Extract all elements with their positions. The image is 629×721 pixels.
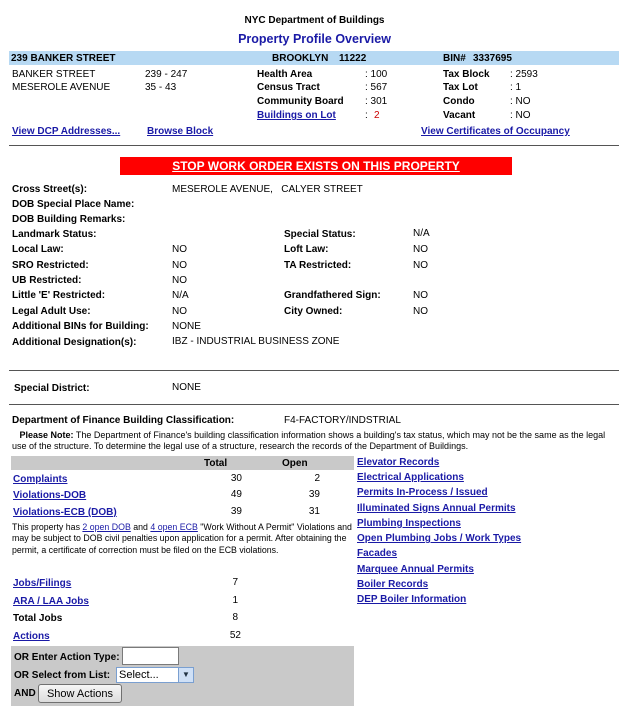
buildings-on-lot-value: 2 xyxy=(374,110,380,121)
vacant-label: Vacant xyxy=(443,110,476,121)
plumbing-inspections-link[interactable]: Plumbing Inspections xyxy=(357,518,461,529)
address-street: BANKER STREET xyxy=(12,69,96,80)
buildings-on-lot-colon: : xyxy=(365,110,368,121)
view-certificates-link[interactable]: View Certificates of Occupancy xyxy=(421,126,570,137)
elevator-records-link[interactable]: Elevator Records xyxy=(357,457,440,468)
total-jobs-label: Total Jobs xyxy=(13,613,63,624)
sro-label: SRO Restricted: xyxy=(12,260,89,271)
ara-laa-total: 1 xyxy=(232,595,238,606)
dep-boiler-link[interactable]: DEP Boiler Information xyxy=(357,594,467,605)
dof-note-label: Please Note: xyxy=(19,430,74,440)
violations-dob-link[interactable]: Violations-DOB xyxy=(13,490,87,501)
tax-lot-label: Tax Lot xyxy=(443,82,478,93)
building-remarks-label: DOB Building Remarks: xyxy=(12,214,126,225)
loft-law-value: NO xyxy=(413,244,428,255)
census-tract-value: : 567 xyxy=(365,82,388,93)
open-dob-link[interactable]: 2 open DOB xyxy=(82,522,131,532)
violations-ecb-open: 31 xyxy=(308,506,320,517)
dof-note xyxy=(12,430,622,453)
jobs-filings-link[interactable]: Jobs/Filings xyxy=(13,578,72,589)
and-label: AND xyxy=(14,688,36,699)
marquee-permits-link[interactable]: Marquee Annual Permits xyxy=(357,564,474,575)
col-total-header: Total xyxy=(204,458,228,469)
special-status-value: N/A xyxy=(413,228,430,239)
health-area-label: Health Area xyxy=(257,69,313,80)
address-bar-borough: BROOKLYN xyxy=(272,53,329,64)
tax-lot-value: : 1 xyxy=(510,82,522,93)
community-board-label: Community Board xyxy=(257,96,344,107)
electrical-applications-link[interactable]: Electrical Applications xyxy=(357,472,464,483)
boiler-records-link[interactable]: Boiler Records xyxy=(357,579,429,590)
landmark-status-label: Landmark Status: xyxy=(12,229,97,240)
browse-block-link[interactable]: Browse Block xyxy=(147,126,214,137)
dof-classification-value: F4-FACTORY/INDSTRIAL xyxy=(284,415,401,426)
additional-bins-value: NONE xyxy=(172,321,201,332)
violations-dob-total: 49 xyxy=(230,489,242,500)
tax-block-label: Tax Block xyxy=(443,69,490,80)
agency-name: NYC Department of Buildings xyxy=(244,15,385,26)
loft-law-label: Loft Law: xyxy=(284,244,329,255)
actions-total: 52 xyxy=(229,630,241,641)
little-e-label: Little 'E' Restricted: xyxy=(12,290,106,301)
sro-value: NO xyxy=(172,260,187,271)
divider xyxy=(9,370,619,371)
wwp-text: This property has xyxy=(12,522,83,532)
address-range: 239 - 247 xyxy=(145,69,188,80)
violations-dob-open: 39 xyxy=(308,489,320,500)
action-type-select-value: Select... xyxy=(119,669,159,681)
census-tract-label: Census Tract xyxy=(257,82,320,93)
wwp-notice xyxy=(12,522,355,556)
grandfathered-label: Grandfathered Sign: xyxy=(284,290,381,301)
total-jobs-value: 8 xyxy=(232,612,238,623)
enter-action-label: OR Enter Action Type: xyxy=(14,652,120,663)
vacant-value: : NO xyxy=(510,110,531,121)
address-bar-address: 239 BANKER STREET xyxy=(11,53,116,64)
stop-work-order-banner[interactable]: STOP WORK ORDER EXISTS ON THIS PROPERTY xyxy=(120,157,512,175)
actions-link[interactable]: Actions xyxy=(13,631,50,642)
violations-ecb-total: 39 xyxy=(230,506,242,517)
ub-value: NO xyxy=(172,275,187,286)
buildings-on-lot-link[interactable]: Buildings on Lot xyxy=(257,110,336,121)
permits-in-process-link[interactable]: Permits In-Process / Issued xyxy=(357,487,488,498)
city-owned-label: City Owned: xyxy=(284,306,343,317)
address-bar-bin: 3337695 xyxy=(473,53,512,64)
dof-classification-label: Department of Finance Building Classification: xyxy=(12,415,235,426)
special-status-label: Special Status: xyxy=(284,229,356,240)
violations-ecb-link[interactable]: Violations-ECB (DOB) xyxy=(13,507,117,518)
wwp-text: "Work Without A Permit" Violations and may be subject to DOB civil penalties upon application for a permit. After obtaining the permit, a certificate of correction must be filed on the ECB violations. xyxy=(12,522,352,555)
local-law-value: NO xyxy=(172,244,187,255)
ara-laa-link[interactable]: ARA / LAA Jobs xyxy=(13,596,89,607)
little-e-value: N/A xyxy=(172,290,189,301)
special-district-label: Special District: xyxy=(14,383,90,394)
chevron-down-icon[interactable]: ▼ xyxy=(178,668,193,682)
show-actions-button[interactable]: Show Actions xyxy=(38,684,122,703)
condo-label: Condo xyxy=(443,96,475,107)
special-place-label: DOB Special Place Name: xyxy=(12,199,135,210)
address-street: MESEROLE AVENUE xyxy=(12,82,111,93)
ta-value: NO xyxy=(413,260,428,271)
action-type-select[interactable] xyxy=(116,667,194,683)
cross-streets-label: Cross Street(s): xyxy=(12,184,88,195)
additional-designation-label: Additional Designation(s): xyxy=(12,337,137,348)
additional-bins-label: Additional BINs for Building: xyxy=(12,321,149,332)
local-law-label: Local Law: xyxy=(12,244,64,255)
dof-note-text: The Department of Finance's building classification information shows a building's tax status, which may not be the same as the legal use of the structure. To determine the legal use of a structure, research the records of the Department of Buildings. xyxy=(12,430,606,452)
ta-label: TA Restricted: xyxy=(284,260,352,271)
grandfathered-value: NO xyxy=(413,290,428,301)
ub-label: UB Restricted: xyxy=(12,275,82,286)
page-title: Property Profile Overview xyxy=(238,32,391,46)
action-type-input[interactable] xyxy=(122,647,179,665)
tax-block-value: : 2593 xyxy=(510,69,538,80)
jobs-filings-total: 7 xyxy=(232,577,238,588)
address-range: 35 - 43 xyxy=(145,82,177,93)
open-ecb-link[interactable]: 4 open ECB xyxy=(150,522,198,532)
divider xyxy=(9,145,619,146)
additional-designation-value: IBZ - INDUSTRIAL BUSINESS ZONE xyxy=(172,336,340,347)
open-plumbing-jobs-link[interactable]: Open Plumbing Jobs / Work Types xyxy=(357,533,522,544)
complaints-link[interactable]: Complaints xyxy=(13,474,68,485)
health-area-value: : 100 xyxy=(365,69,388,80)
city-owned-value: NO xyxy=(413,306,428,317)
illuminated-signs-link[interactable]: Illuminated Signs Annual Permits xyxy=(357,503,516,514)
community-board-value: : 301 xyxy=(365,96,388,107)
special-district-value: NONE xyxy=(172,382,201,393)
wwp-text: and xyxy=(130,522,151,532)
divider xyxy=(9,404,619,405)
select-action-label: OR Select from List: xyxy=(14,670,111,681)
address-bar-zip: 11222 xyxy=(339,53,367,64)
condo-value: : NO xyxy=(510,96,531,107)
legal-adult-value: NO xyxy=(172,306,187,317)
address-bar-bin-label: BIN# xyxy=(443,53,466,64)
complaints-total: 30 xyxy=(230,473,242,484)
legal-adult-label: Legal Adult Use: xyxy=(12,306,91,317)
col-open-header: Open xyxy=(282,458,308,469)
view-dcp-addresses-link[interactable]: View DCP Addresses... xyxy=(12,126,121,137)
facades-link[interactable]: Facades xyxy=(357,548,398,559)
complaints-open: 2 xyxy=(314,473,320,484)
cross-streets-value: MESEROLE AVENUE, CALYER STREET xyxy=(172,184,363,195)
